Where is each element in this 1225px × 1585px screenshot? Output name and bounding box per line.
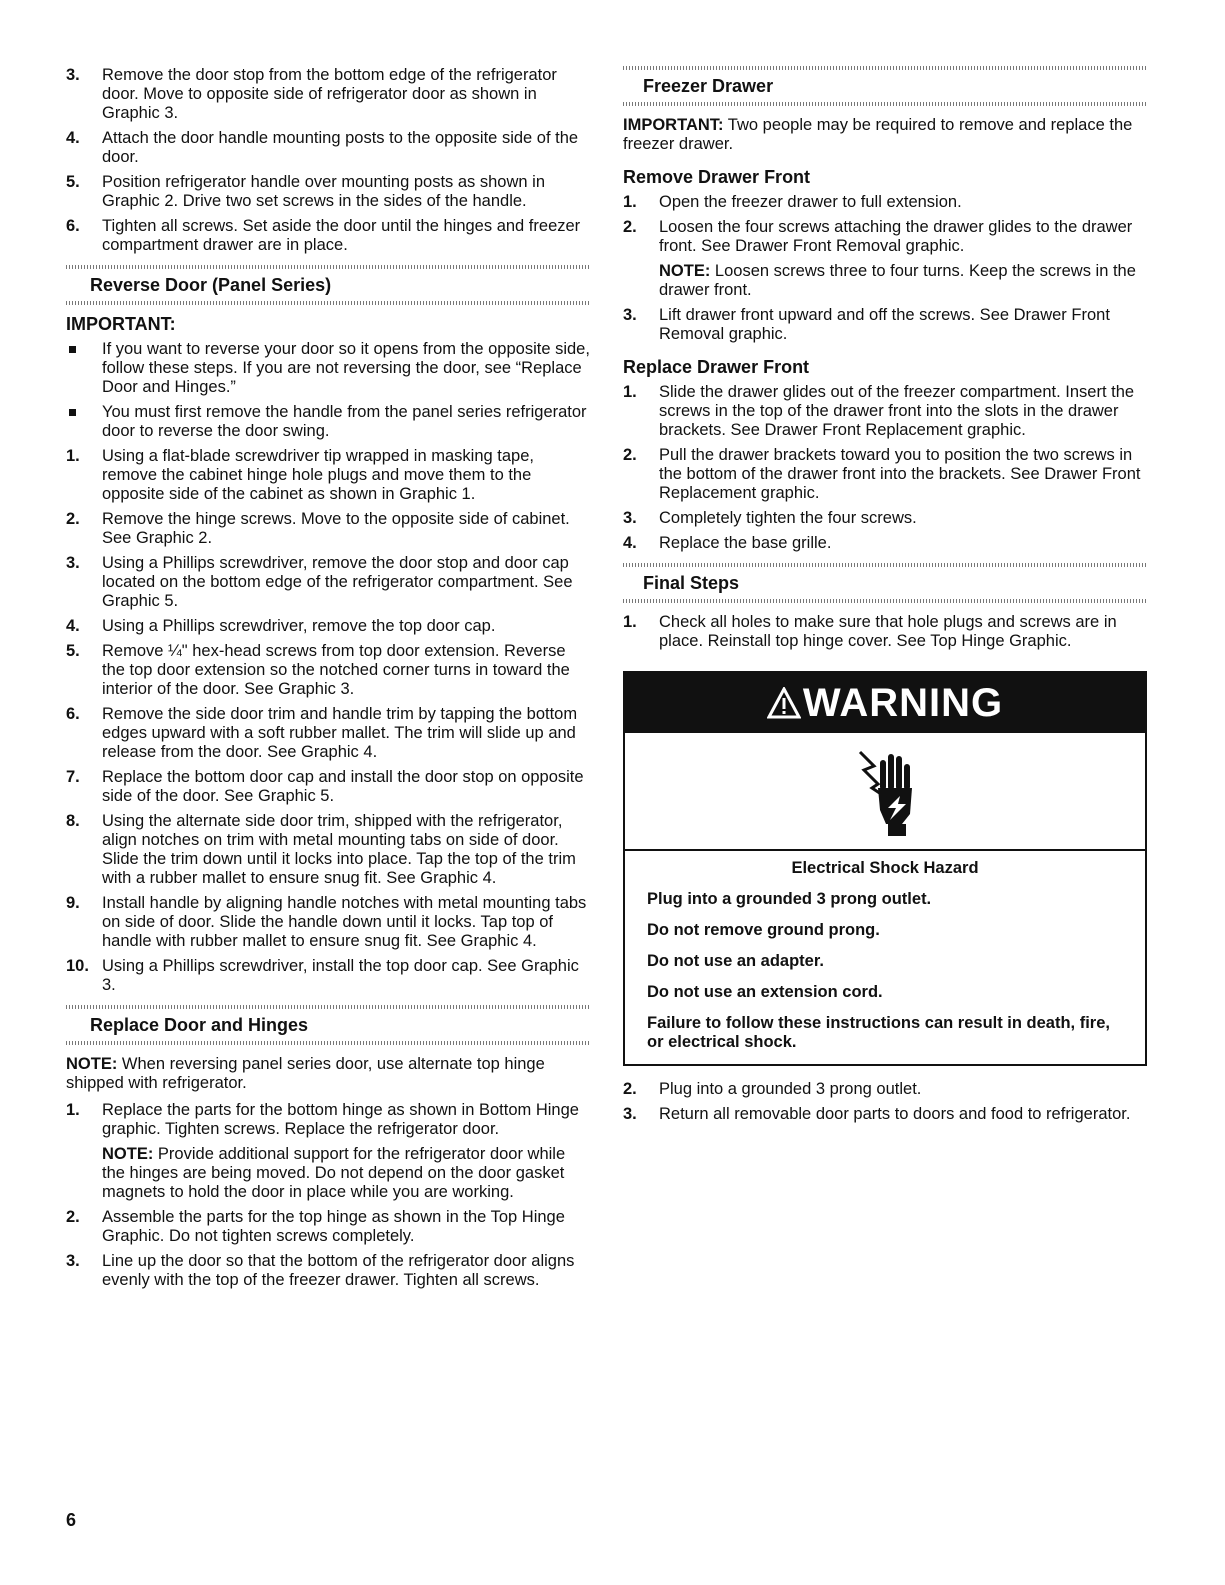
important-text: Two people may be required to remove and replace the freezer drawer. bbox=[623, 116, 1133, 153]
step-text: Replace the base grille. bbox=[659, 534, 832, 552]
step-text: Pull the drawer brackets toward you to position the two screws in the bottom of the drawer front into the brackets. See Drawer Front Replacement graphic. bbox=[659, 446, 1141, 502]
final-steps-list bbox=[623, 613, 1147, 651]
step-text: Using the alternate side door trim, shipped with the refrigerator, align notches on trim with metal mounting tabs on side of door. Slide the trim down until it locks into place. Tap the top of the trim with a rubber mallet to ensure snug fit. See Graphic 4. bbox=[102, 812, 576, 887]
electrical-shock-icon bbox=[850, 744, 920, 838]
step-text: Attach the door handle mounting posts to the opposite side of the door. bbox=[102, 129, 579, 166]
step-number: 8. bbox=[66, 812, 80, 830]
page-number: 6 bbox=[66, 1510, 77, 1530]
list-item bbox=[623, 1105, 1147, 1124]
step-text: Position refrigerator handle over mounting posts as shown in Graphic 2. Drive two set screws in the sides of the handle. bbox=[102, 173, 545, 210]
step-text: Remove ¼" hex-head screws from top door extension. Reverse the top door extension so the notched corner turns in toward the interior of the door. See Graphic 3. bbox=[102, 642, 570, 698]
step-note bbox=[102, 1145, 590, 1202]
section-title: Reverse Door (Panel Series) bbox=[90, 275, 332, 295]
bullet-text: If you want to reverse your door so it opens from the opposite side, follow these steps. If you are not reversing the door, see “Replace Door and Hinges.” bbox=[102, 340, 590, 396]
note-text: Provide additional support for the refrigerator door while the hinges are being moved. Do not depend on the door gasket magnets to hold the door in place while you are working. bbox=[102, 1145, 566, 1201]
note-label: NOTE: bbox=[66, 1055, 118, 1073]
warning-box bbox=[623, 671, 1147, 1066]
list-item bbox=[66, 340, 590, 397]
note-text: Loosen screws three to four turns. Keep the screws in the drawer front. bbox=[659, 262, 1136, 299]
list-item bbox=[623, 509, 1147, 528]
step-text: Check all holes to make sure that hole plugs and screws are in place. Reinstall top hinge cover. See Top Hinge Graphic. bbox=[659, 613, 1117, 650]
list-item bbox=[66, 217, 590, 255]
list-item bbox=[623, 218, 1147, 300]
step-number: 9. bbox=[66, 894, 80, 912]
replace-drawer-front-heading: Replace Drawer Front bbox=[623, 357, 810, 377]
step-text: Plug into a grounded 3 prong outlet. bbox=[659, 1080, 922, 1098]
step-number: 1. bbox=[66, 447, 80, 465]
step-number: 1. bbox=[623, 613, 637, 631]
list-item bbox=[66, 642, 590, 699]
step-text: Remove the door stop from the bottom edge of the refrigerator door. Move to opposite side of refrigerator door as shown in Graphic 3. bbox=[102, 66, 557, 122]
list-item bbox=[66, 768, 590, 806]
important-label: IMPORTANT: bbox=[623, 116, 724, 134]
step-number: 1. bbox=[623, 383, 637, 401]
step-text: Using a Phillips screwdriver, remove the door stop and door cap located on the bottom edge of the refrigerator compartment. See Graphic 5. bbox=[102, 554, 573, 610]
list-item bbox=[66, 1101, 590, 1202]
replace-door-steps bbox=[66, 1101, 590, 1290]
step-number: 6. bbox=[66, 217, 80, 235]
step-number: 3. bbox=[623, 306, 637, 324]
dotted-rule bbox=[623, 599, 1147, 603]
section-heading-final-steps bbox=[623, 563, 1147, 603]
step-text: Remove the side door trim and handle trim by tapping the bottom edges upward with a soft rubber mallet. The trim will slide up and release from the door. See Graphic 4. bbox=[102, 705, 578, 761]
list-item bbox=[66, 66, 590, 123]
section-heading-reverse-door bbox=[66, 265, 590, 305]
step-text: Using a Phillips screwdriver, install the top door cap. See Graphic 3. bbox=[102, 957, 579, 994]
step-number: 5. bbox=[66, 642, 80, 660]
list-item bbox=[66, 957, 590, 995]
step-number: 3. bbox=[66, 66, 80, 84]
step-number: 10. bbox=[66, 957, 89, 975]
warning-line: Failure to follow these instructions can result in death, fire, or electrical shock. bbox=[647, 1014, 1110, 1051]
list-item bbox=[623, 306, 1147, 344]
step-note bbox=[659, 262, 1147, 300]
step-number: 4. bbox=[66, 617, 80, 635]
list-item bbox=[66, 173, 590, 211]
section-title: Replace Door and Hinges bbox=[90, 1015, 309, 1035]
step-text: Assemble the parts for the top hinge as shown in the Top Hinge Graphic. Do not tighten screws completely. bbox=[102, 1208, 565, 1245]
step-text: Slide the drawer glides out of the freezer compartment. Insert the screws in the top of the drawer front into the slots in the drawer brackets. See Drawer Front Replacement graphic. bbox=[659, 383, 1135, 439]
step-number: 4. bbox=[66, 129, 80, 147]
dotted-rule bbox=[66, 1041, 590, 1045]
list-item bbox=[66, 1252, 590, 1290]
step-number: 5. bbox=[66, 173, 80, 191]
step-number: 2. bbox=[66, 1208, 80, 1226]
step-number: 6. bbox=[66, 705, 80, 723]
section-title: Final Steps bbox=[643, 573, 740, 593]
warning-icon-area bbox=[625, 733, 1145, 851]
note-text: When reversing panel series door, use alternate top hinge shipped with refrigerator. bbox=[66, 1055, 545, 1092]
replace-note bbox=[66, 1055, 590, 1093]
step-text: Replace the bottom door cap and install the door stop on opposite side of the door. See Graphic 5. bbox=[102, 768, 584, 805]
bullet-text: You must first remove the handle from the panel series refrigerator door to reverse the door swing. bbox=[102, 403, 587, 440]
list-item bbox=[623, 613, 1147, 651]
step-number: 3. bbox=[623, 509, 637, 527]
step-number: 2. bbox=[623, 446, 637, 464]
step-number: 2. bbox=[623, 1080, 637, 1098]
list-item bbox=[66, 812, 590, 888]
reverse-door-steps bbox=[66, 447, 590, 995]
step-number: 3. bbox=[66, 1252, 80, 1270]
section-heading-freezer-drawer bbox=[623, 66, 1147, 106]
list-item bbox=[623, 446, 1147, 503]
list-item bbox=[623, 1080, 1147, 1099]
dotted-rule bbox=[623, 102, 1147, 106]
section-title: Freezer Drawer bbox=[643, 76, 774, 96]
step-number: 3. bbox=[623, 1105, 637, 1123]
bullet-square-icon bbox=[69, 346, 76, 353]
replace-drawer-steps bbox=[623, 383, 1147, 553]
step-number: 1. bbox=[623, 193, 637, 211]
step-text: Open the freezer drawer to full extension. bbox=[659, 193, 962, 211]
important-bullets bbox=[66, 340, 590, 441]
step-text: Replace the parts for the bottom hinge as shown in Bottom Hinge graphic. Tighten screws. Replace the refrigerator door. bbox=[102, 1101, 579, 1138]
list-item bbox=[623, 534, 1147, 553]
step-text: Using a Phillips screwdriver, remove the top door cap. bbox=[102, 617, 496, 635]
warning-triangle-icon bbox=[767, 687, 801, 719]
hazard-title: Electrical Shock Hazard bbox=[791, 859, 979, 877]
step-number: 3. bbox=[66, 554, 80, 572]
step-text: Completely tighten the four screws. bbox=[659, 509, 917, 527]
step-number: 2. bbox=[66, 510, 80, 528]
remove-drawer-front-heading: Remove Drawer Front bbox=[623, 167, 811, 187]
step-number: 4. bbox=[623, 534, 637, 552]
step-text: Line up the door so that the bottom of the refrigerator door aligns evenly with the top of the freezer drawer. Tighten all screws. bbox=[102, 1252, 575, 1289]
step-text: Install handle by aligning handle notches with metal mounting tabs on side of door. Slide the handle down until it locks. Tap top of handle with rubber mallet to ensure snug fit. See Graphic 4. bbox=[102, 894, 587, 950]
section-heading-replace-door bbox=[66, 1005, 590, 1045]
warning-title: WARNING bbox=[802, 681, 1004, 725]
list-item bbox=[66, 510, 590, 548]
freezer-important bbox=[623, 116, 1147, 154]
step-text: Remove the hinge screws. Move to the opposite side of cabinet. See Graphic 2. bbox=[102, 510, 570, 547]
right-column bbox=[623, 66, 1147, 1130]
warning-line: Plug into a grounded 3 prong outlet. bbox=[647, 890, 932, 908]
list-item bbox=[66, 129, 590, 167]
warning-line: Do not use an extension cord. bbox=[647, 983, 883, 1001]
step-text: Using a flat-blade screwdriver tip wrapped in masking tape, remove the cabinet hinge hole plugs and move them to the opposite side of the cabinet as shown in Graphic 1. bbox=[102, 447, 534, 503]
note-label: NOTE: bbox=[102, 1145, 154, 1163]
dotted-rule bbox=[66, 301, 590, 305]
list-item bbox=[66, 617, 590, 636]
list-item bbox=[66, 705, 590, 762]
step-number: 7. bbox=[66, 768, 80, 786]
step-number: 2. bbox=[623, 218, 637, 236]
list-item bbox=[66, 894, 590, 951]
list-item bbox=[623, 193, 1147, 212]
warning-line: Do not use an adapter. bbox=[647, 952, 824, 970]
note-label: NOTE: bbox=[659, 262, 711, 280]
step-number: 1. bbox=[66, 1101, 80, 1119]
left-column bbox=[66, 66, 590, 1296]
bullet-square-icon bbox=[69, 409, 76, 416]
step-text: Loosen the four screws attaching the drawer glides to the drawer front. See Drawer Front Removal graphic. bbox=[659, 218, 1133, 255]
list-item bbox=[66, 403, 590, 441]
intro-steps-list bbox=[66, 66, 590, 255]
list-item bbox=[66, 1208, 590, 1246]
step-text: Tighten all screws. Set aside the door until the hinges and freezer compartment drawer are in place. bbox=[102, 217, 581, 254]
list-item bbox=[66, 447, 590, 504]
warning-line: Do not remove ground prong. bbox=[647, 921, 880, 939]
step-text: Return all removable door parts to doors and food to refrigerator. bbox=[659, 1105, 1131, 1123]
warning-text bbox=[625, 851, 1145, 1064]
warning-banner bbox=[625, 673, 1145, 733]
list-item bbox=[66, 554, 590, 611]
step-text: Lift drawer front upward and off the screws. See Drawer Front Removal graphic. bbox=[659, 306, 1110, 343]
important-label: IMPORTANT: bbox=[66, 314, 176, 334]
remove-drawer-steps bbox=[623, 193, 1147, 344]
after-warning-steps bbox=[623, 1080, 1147, 1124]
list-item bbox=[623, 383, 1147, 440]
